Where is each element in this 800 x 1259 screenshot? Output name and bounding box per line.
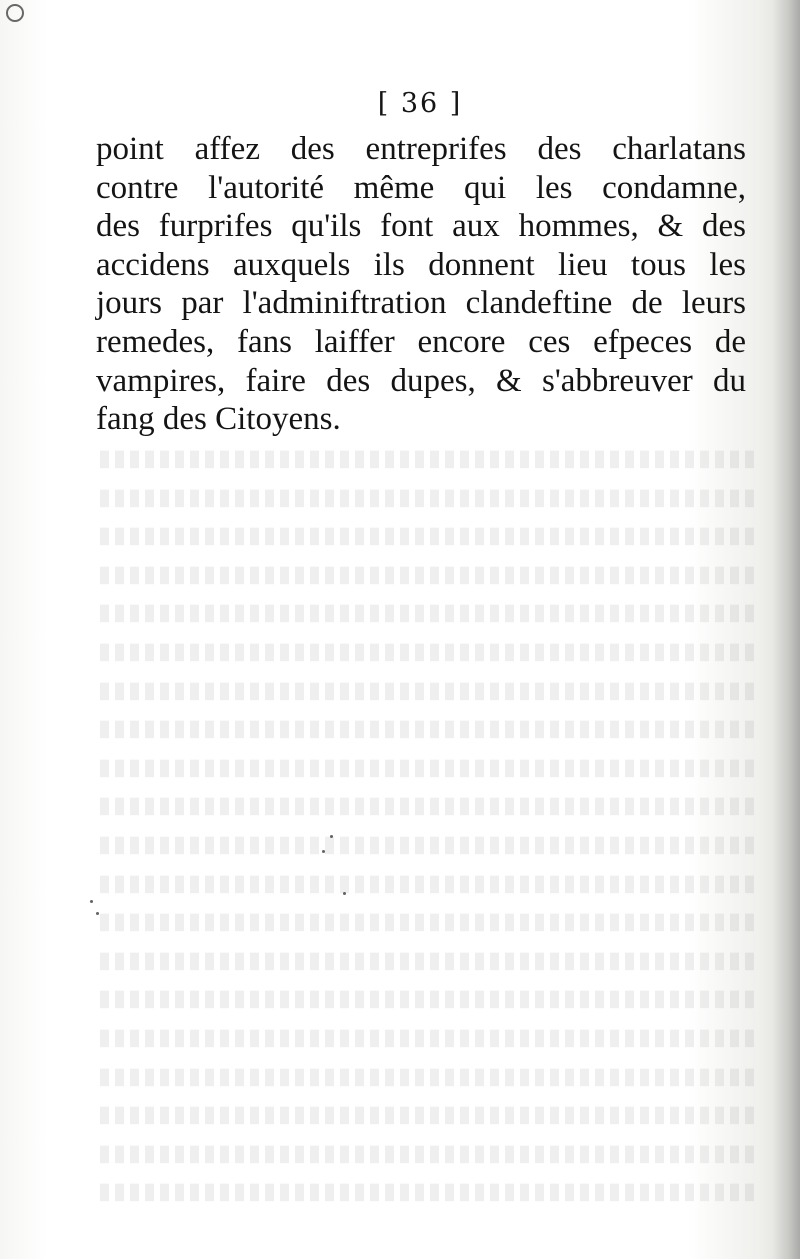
text-line-6: remedes, fans laiffer encore ces efpeces de <box>96 323 746 360</box>
gutter-shadow <box>772 0 800 1259</box>
ink-speck <box>96 912 99 915</box>
body-text <box>96 130 746 439</box>
corner-mark <box>6 4 24 22</box>
text-line-8: fang des Citoyens. <box>96 401 341 438</box>
text-line-3: des furprifes qu'ils font aux hommes, & des <box>96 208 746 245</box>
ink-speck <box>343 892 346 895</box>
text-line-4: accidens auxquels ils donnent lieu tous les <box>96 246 746 283</box>
show-through-text <box>100 440 760 1220</box>
page-number: [ 36 ] <box>377 88 463 119</box>
text-line-7: vampires, faire des dupes, & s'abbreuver du <box>96 362 746 399</box>
text-line-5: jours par l'adminiftration clandeftine de leurs <box>96 285 746 322</box>
ink-speck <box>90 900 93 903</box>
ink-speck <box>330 835 333 838</box>
text-line-1: point affez des entreprifes des charlatans <box>96 131 746 167</box>
text-line-2: contre l'autorité même qui les condamne, <box>96 169 746 206</box>
ink-speck <box>322 850 325 853</box>
